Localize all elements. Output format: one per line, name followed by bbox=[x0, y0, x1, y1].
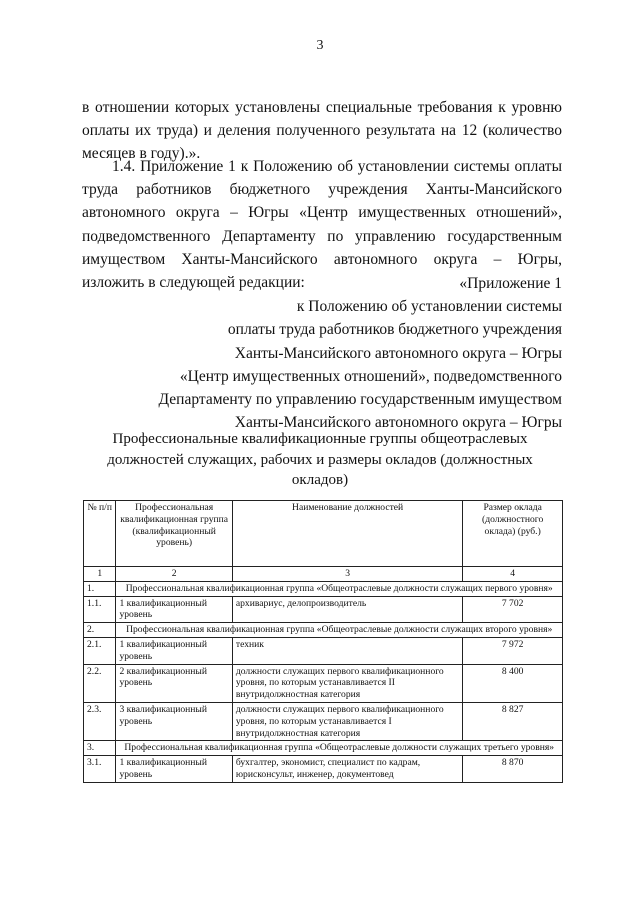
row-level: 1 квалификационный уровень bbox=[116, 596, 232, 623]
appendix-header bbox=[110, 272, 562, 434]
appendix-line: Ханты-Мансийского автономного округа – Югры bbox=[234, 414, 562, 432]
appendix-line: к Положению об установлении системы bbox=[296, 298, 562, 316]
row-level: 1 квалификационный уровень bbox=[116, 637, 232, 664]
paragraph-continuation: в отношении которых установлены специальные требования к уровню оплаты их труда) и деления полученного результата на 12 (количество месяцев в году).». bbox=[82, 99, 562, 163]
row-positions: архивариус, делопроизводитель bbox=[232, 596, 462, 623]
row-positions: должности служащих первого квалификационного уровня, по которым устанавливается II внутридолжностная категория bbox=[232, 664, 462, 702]
column-number: 2 bbox=[116, 567, 232, 582]
row-positions: техник bbox=[232, 637, 462, 664]
header-group: Профессиональная квалификационная группа (квалификационный уровень) bbox=[116, 501, 232, 567]
header-num: № п/п bbox=[84, 501, 116, 567]
row-salary: 8 400 bbox=[463, 664, 563, 702]
appendix-line: Ханты-Мансийского автономного округа – Югры bbox=[234, 344, 562, 362]
header-positions: Наименование должностей bbox=[232, 501, 462, 567]
table-row bbox=[84, 664, 563, 702]
table-row bbox=[84, 637, 563, 664]
row-level: 2 квалификационный уровень bbox=[116, 664, 232, 702]
section-title: Профессиональная квалификационная группа «Общеотраслевые должности служащих первого уровня» bbox=[116, 581, 563, 596]
row-level: 3 квалификационный уровень bbox=[116, 702, 232, 740]
table-row bbox=[84, 756, 563, 783]
table-row bbox=[84, 702, 563, 740]
section-row bbox=[84, 581, 563, 596]
row-salary: 7 972 bbox=[463, 637, 563, 664]
section-num: 2. bbox=[84, 623, 116, 638]
row-num: 2.3. bbox=[84, 702, 116, 740]
row-num: 1.1. bbox=[84, 596, 116, 623]
table-row bbox=[84, 596, 563, 623]
row-level: 1 квалификационный уровень bbox=[116, 756, 232, 783]
section-row bbox=[84, 741, 563, 756]
section-title: Профессиональная квалификационная группа «Общеотраслевые должности служащих третьего уровня» bbox=[116, 741, 563, 756]
appendix-line: «Приложение 1 bbox=[459, 275, 562, 292]
appendix-line: Департаменту по управлению государственным имуществом bbox=[158, 391, 562, 409]
salary-table bbox=[83, 500, 563, 783]
row-num: 2.2. bbox=[84, 664, 116, 702]
table-header-row bbox=[84, 501, 563, 567]
row-positions: бухгалтер, экономист, специалист по кадрам, юрисконсульт, инженер, документовед bbox=[232, 756, 462, 783]
column-number: 3 bbox=[232, 567, 462, 582]
header-salary: Размер оклада (должностного оклада) (руб.) bbox=[463, 501, 563, 567]
column-number: 1 bbox=[84, 567, 116, 582]
column-number: 4 bbox=[463, 567, 563, 582]
section-row bbox=[84, 623, 563, 638]
row-num: 2.1. bbox=[84, 637, 116, 664]
row-num: 3.1. bbox=[84, 756, 116, 783]
row-positions: должности служащих первого квалификационного уровня, по которым устанавливается I внутридолжностная категория bbox=[232, 702, 462, 740]
appendix-line: оплаты труда работников бюджетного учреждения bbox=[227, 321, 562, 339]
column-number-row bbox=[84, 567, 563, 582]
section-num: 1. bbox=[84, 581, 116, 596]
row-salary: 8 827 bbox=[463, 702, 563, 740]
section-title: Профессиональная квалификационная группа «Общеотраслевые должности служащих второго уровня» bbox=[116, 623, 563, 638]
row-salary: 7 702 bbox=[463, 596, 563, 623]
row-salary: 8 870 bbox=[463, 756, 563, 783]
table-title: Профессиональные квалификационные группы общеотраслевых должностей служащих, рабочих и размеры окладов (должностных окладов) bbox=[107, 431, 533, 488]
appendix-line: «Центр имущественных отношений», подведомственного bbox=[179, 367, 562, 385]
paragraph-amendment: 1.4. Приложение 1 к Положению об установлении системы оплаты труда работников бюджетного учреждения Ханты-Мансийского автономного округа – Югры «Центр имущественных отношений», подведомственного Департаменту по управлению государственным имуществом Ханты-Мансийского автономного округа – Югры, изложить в следующей редакции: bbox=[82, 158, 562, 292]
section-num: 3. bbox=[84, 741, 116, 756]
page-number: 3 bbox=[316, 38, 324, 53]
